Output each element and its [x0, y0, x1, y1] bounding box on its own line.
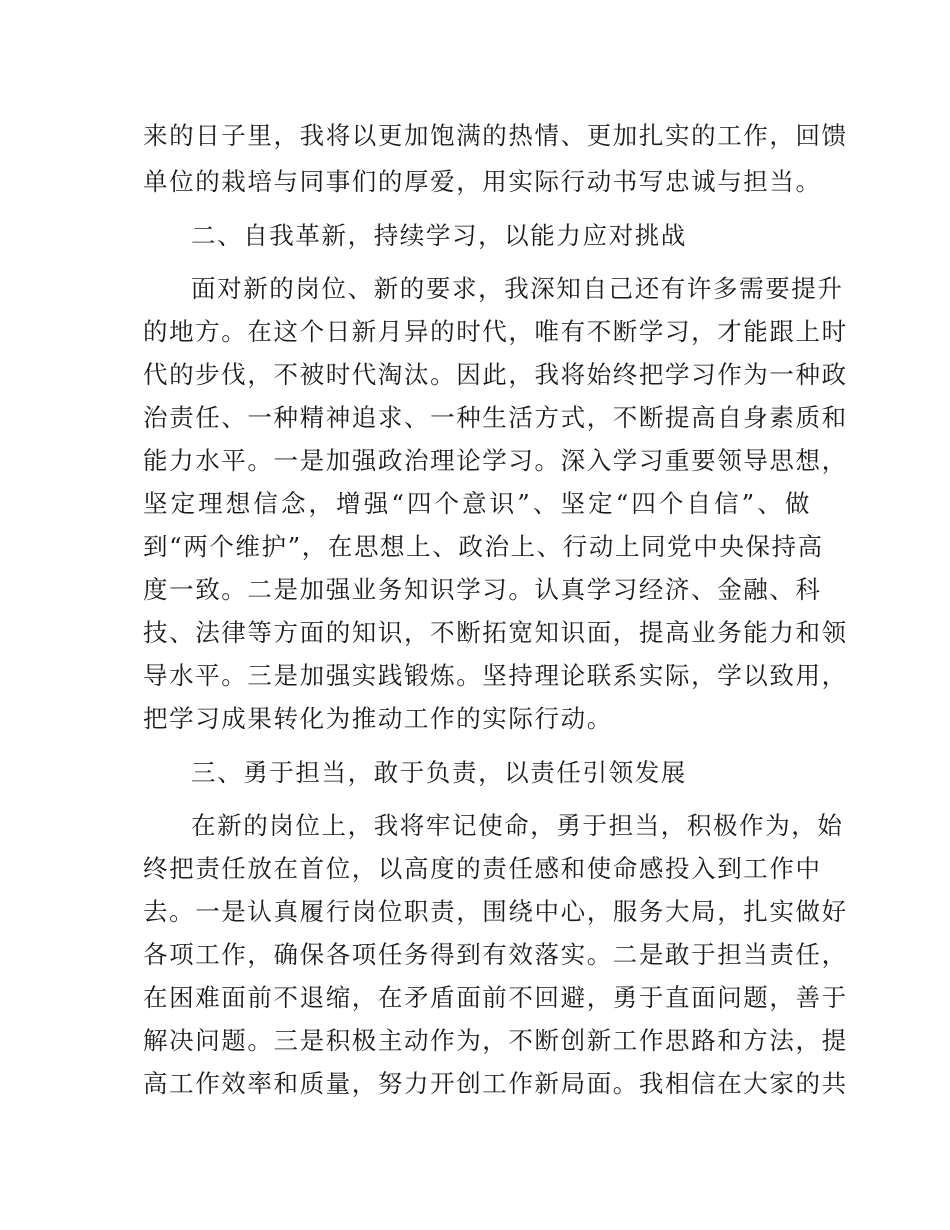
paragraph-line: 单位的栽培与同事们的厚爱，用实际行动书写忠诚与担当。 — [143, 167, 822, 196]
paragraph-line: 导水平。三是加强实践锻炼。坚持理论联系实际，学以致用， — [143, 661, 848, 690]
paragraph-line: 来的日子里，我将以更加饱满的热情、更加扎实的工作，回馈 — [143, 121, 848, 150]
paragraph-line: 技、法律等方面的知识，不断拓宽知识面，提高业务能力和领 — [143, 618, 848, 647]
paragraph-line: 面对新的岗位、新的要求，我深知自己还有许多需要提升 — [191, 274, 844, 303]
paragraph-line: 各项工作，确保各项任务得到有效落实。二是敢于担当责任， — [143, 940, 848, 969]
section-heading: 三、勇于担当，敢于负责，以责任引领发展 — [191, 758, 687, 787]
paragraph-line: 能力水平。一是加强政治理论学习。深入学习重要领导思想， — [143, 446, 848, 475]
paragraph-line: 终把责任放在首位，以高度的责任感和使命感投入到工作中 — [143, 854, 822, 883]
paragraph-line: 的地方。在这个日新月异的时代，唯有不断学习，才能跟上时 — [143, 317, 848, 346]
paragraph-line: 治责任、一种精神追求、一种生活方式，不断提高自身素质和 — [143, 403, 848, 432]
paragraph-line: 度一致。二是加强业务知识学习。认真学习经济、金融、科 — [143, 575, 822, 604]
paragraph-line: 高工作效率和质量，努力开创工作新局面。我相信在大家的共 — [143, 1069, 848, 1098]
section-heading: 二、自我革新，持续学习，以能力应对挑战 — [191, 221, 687, 250]
paragraph-line: 解决问题。三是积极主动作为，不断创新工作思路和方法，提 — [143, 1026, 848, 1055]
paragraph-line: 把学习成果转化为推动工作的实际行动。 — [143, 704, 613, 733]
paragraph-line: 坚定理想信念，增强“四个意识”、坚定“四个自信”、做 — [143, 489, 811, 518]
paragraph-line: 在困难面前不退缩，在矛盾面前不回避，勇于直面问题，善于 — [143, 983, 848, 1012]
paragraph-line: 到“两个维护”，在思想上、政治上、行动上同党中央保持高 — [143, 532, 824, 561]
paragraph-line: 在新的岗位上，我将牢记使命，勇于担当，积极作为，始 — [191, 811, 844, 840]
paragraph-line: 代的步伐，不被时代淘汰。因此，我将始终把学习作为一种政 — [143, 360, 848, 389]
paragraph-line: 去。一是认真履行岗位职责，围绕中心，服务大局，扎实做好 — [143, 897, 848, 926]
